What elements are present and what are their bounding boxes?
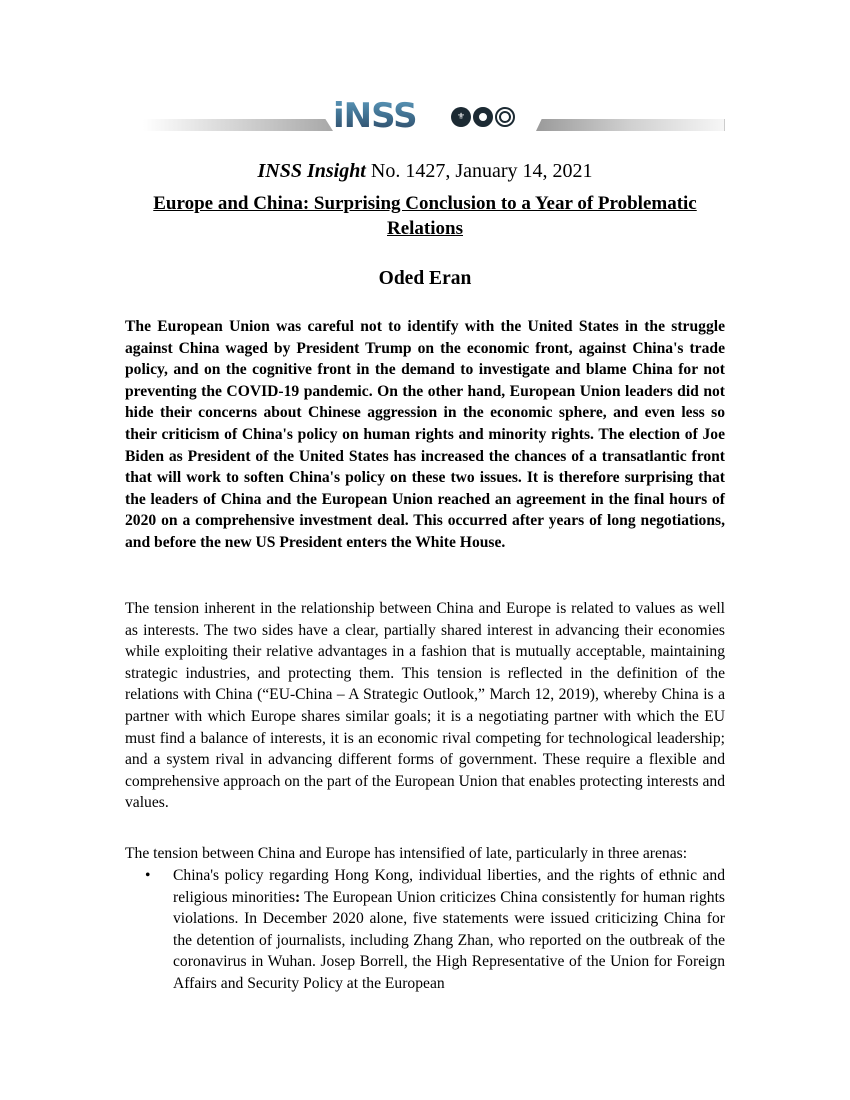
arenas-list bbox=[125, 865, 725, 995]
series-name: INSS Insight bbox=[257, 160, 366, 182]
list-item-separator: : bbox=[295, 888, 301, 906]
list-item-text: The European Union criticizes China consistently for human rights violations. In December 2020 alone, five statements were issued criticizing China for the detention of journalists, including Zhang Zhan, who reported on the outbreak of the coronavirus in Wuhan. Josep Borrell, the High Representative of the Union for Foreign Affairs and Security Policy at the European bbox=[173, 888, 725, 992]
body-paragraph: The tension inherent in the relationship between China and Europe is related to values as well as interests. The two sides have a clear, partially shared interest in advancing their economies while exploiting their relative advantages in a fashion that is mutually acceptable, maintaining strategic industries, and protecting them. This tension is reflected in the definition of the relations with China (“EU-China – A Strategic Outlook,” March 12, 2019), whereby China is a partner with which Europe shares similar goals; it is a negotiating partner with which the EU must find a balance of interests, it is an economic rival competing for technological leadership; and a system rival in advancing different forms of government. These require a flexible and comprehensive approach on the part of the European Union that enables protecting interests and values. bbox=[125, 600, 725, 812]
double-ring-icon bbox=[495, 107, 515, 127]
ring-icon bbox=[473, 107, 493, 127]
bullet-icon: • bbox=[145, 867, 151, 884]
list-item-lead: China's policy regarding Hong Kong, individual liberties, and the rights of ethnic and religious minorities bbox=[173, 867, 725, 906]
header-decor-bar-right bbox=[536, 119, 725, 131]
body-paragraph: The tension between China and Europe has intensified of late, particularly in three arenas: bbox=[125, 845, 688, 862]
issue-line bbox=[125, 159, 725, 183]
author-name: Oded Eran bbox=[378, 268, 472, 289]
list-item bbox=[125, 865, 725, 995]
article-title: Europe and China: Surprising Conclusion to a Year of Problematic Relations bbox=[153, 193, 697, 239]
university-emblem-icon: ⚜ bbox=[451, 107, 471, 127]
abstract: The European Union was careful not to identify with the United States in the struggle against China waged by President Trump on the economic front, against China's trade policy, and on the cognitive front in the demand to investigate and blame China for not preventing the COVID-19 pandemic. On the other hand, European Union leaders did not hide their concerns about Chinese aggression in the economic sphere, and even less so their criticism of China's policy on human rights and minority rights. The election of Joe Biden as President of the United States has increased the chances of a transatlantic front that will work to soften China's policy on these two issues. It is therefore surprising that the leaders of China and the European Union reached an agreement in the final hours of 2020 on a comprehensive investment deal. This occurred after years of long negotiations, and before the new US President enters the White House. bbox=[125, 318, 725, 551]
issue-number-date: No. 1427, January 14, 2021 bbox=[365, 160, 593, 182]
header-decor-bar-left bbox=[143, 119, 333, 131]
inss-logo: iNSS bbox=[333, 96, 417, 136]
logo-emblems bbox=[451, 106, 515, 128]
